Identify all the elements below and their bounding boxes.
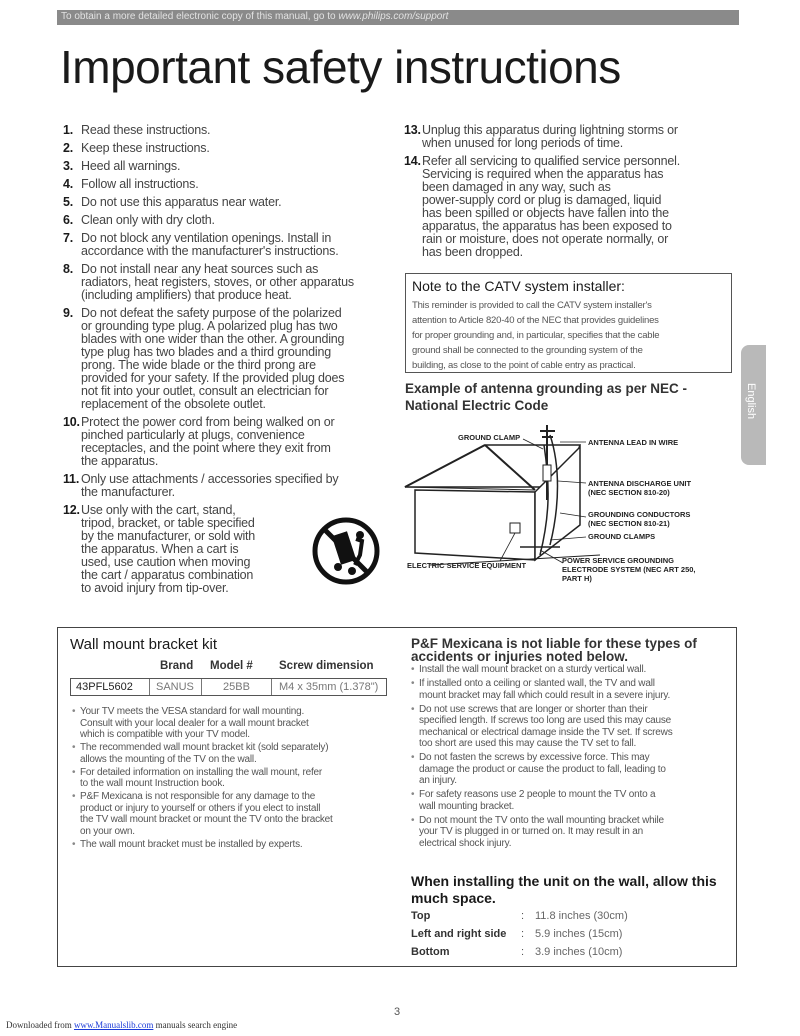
language-side-tab[interactable]	[741, 345, 766, 465]
bullet-line: • The wall mount bracket must be installed by experts.	[72, 838, 303, 850]
item-text: the apparatus.	[81, 454, 159, 468]
safety-item	[63, 504, 255, 595]
catv-title: Note to the CATV system installer:	[412, 278, 625, 294]
item-number: 6.	[63, 213, 74, 227]
item-number: 2.	[63, 141, 74, 155]
item-text: power-supply cord or plug is damaged, liquid	[422, 193, 662, 207]
item-text: Unplug this apparatus during lightning storms or	[422, 123, 678, 137]
item-text: Clean only with dry cloth.	[81, 213, 215, 227]
item-text: receptacles, and the point where they exit from	[81, 441, 331, 455]
item-number: 1.	[63, 123, 74, 137]
item-number: 8.	[63, 262, 74, 276]
bullet-line: • Do not fasten the screws by excessive force. This may	[411, 752, 650, 763]
item-text: tripod, bracket, or table specified	[81, 516, 255, 530]
safety-item	[63, 142, 210, 155]
item-text: Refer all servicing to qualified service personnel.	[422, 154, 680, 168]
label-electric-service: ELECTRIC SERVICE EQUIPMENT	[407, 561, 527, 570]
cell-brand: SANUS	[156, 681, 194, 693]
item-text: Heed all warnings.	[81, 159, 181, 173]
label-ground-clamp: GROUND CLAMP	[458, 433, 521, 442]
bullet-line: electrical shock injury.	[419, 837, 512, 849]
bullet-line: the TV wall mount bracket or mount the TV onto the bracket	[80, 814, 333, 825]
item-number: 12.	[63, 503, 80, 517]
bullet-line: too short are used this may cause the TV set to fall.	[419, 738, 637, 749]
wall-mount-table-row	[70, 678, 387, 696]
wall-mount-title: Wall mount bracket kit	[70, 636, 217, 653]
language-tab-label: English	[745, 383, 757, 420]
space-value: 3.9 inches (10cm)	[535, 946, 623, 958]
label-power-service: POWER SERVICE GROUNDING ELECTRODE SYSTEM (NEC ART 250, PART H)	[562, 556, 696, 583]
item-number: 13.	[404, 123, 421, 137]
download-footer: Downloaded from www.Manualslib.com manuals search engine	[6, 1020, 238, 1030]
item-text: apparatus, the apparatus has been exposed to	[422, 219, 672, 233]
item-text: replacement of the obsolete outlet.	[81, 397, 266, 411]
pf-liability-title	[411, 637, 697, 663]
space-label: Bottom	[411, 946, 450, 958]
bullet-line: Consult with your local dealer for a wall mount bracket	[80, 717, 309, 729]
antenna-grounding-title	[405, 380, 687, 414]
item-text: rain or moisture, does not operate normally, or	[422, 232, 669, 246]
catv-line: This reminder is provided to call the CATV system installer's	[412, 300, 652, 311]
label-lead-in: ANTENNA LEAD IN WIRE	[588, 438, 679, 447]
item-text: pinched particularly at plugs, convenience	[81, 428, 305, 442]
item-text: has been spilled or objects have fallen into the	[422, 206, 669, 220]
pf-title-line-1: P&F Mexicana is not liable for these types of	[411, 636, 697, 651]
banner-text: To obtain a more detailed electronic copy of this manual, go to www.philips.com/support	[61, 11, 449, 22]
label-ground-clamps: GROUND CLAMPS	[588, 532, 656, 541]
safety-item	[63, 214, 215, 227]
item-text: has been dropped.	[422, 245, 523, 259]
bullet-line: • For detailed information on installing the wall mount, refer	[72, 766, 323, 778]
item-text: prong. The wide blade or the third prong are	[81, 358, 316, 372]
support-link[interactable]: www.philips.com/support	[338, 11, 449, 22]
item-text: type plug has two blades and a third grounding	[81, 345, 332, 359]
manualslib-link[interactable]: www.Manualslib.com	[73, 1020, 154, 1030]
house-diagram-icon	[400, 425, 745, 615]
page-title: Important safety instructions	[60, 41, 621, 93]
space-title-line-1: When installing the unit on the wall, allow this	[411, 873, 717, 889]
bullet-line: • For safety reasons use 2 people to mount the TV onto a	[411, 789, 656, 800]
space-label: Top	[411, 910, 431, 922]
item-number: 3.	[63, 159, 74, 173]
safety-item	[63, 160, 180, 173]
item-number: 9.	[63, 306, 74, 320]
space-row-sides: Left and right side : 5.9 inches (15cm)	[411, 928, 623, 940]
safety-item	[63, 416, 334, 468]
item-text: Do not defeat the safety purpose of the polarized	[81, 306, 342, 320]
item-text: by the manufacturer, or sold with	[81, 529, 256, 543]
header-brand: Brand	[160, 660, 194, 672]
catv-line: ground shall be connected to the grounding system of the	[412, 345, 643, 356]
bullet-line: • If installed onto a ceiling or slanted wall, the TV and wall	[411, 678, 655, 689]
safety-item	[63, 196, 281, 209]
item-number: 7.	[63, 231, 74, 245]
top-banner	[57, 10, 739, 25]
antenna-grounding-diagram	[400, 425, 745, 615]
safety-item	[63, 232, 339, 258]
item-text: Servicing is required when the apparatus has	[422, 167, 664, 181]
bullet-line: which is compatible with your TV model.	[80, 729, 250, 740]
catv-note-box	[405, 273, 732, 373]
item-text: not fit into your outlet, consult an electrician for	[81, 384, 329, 398]
item-text: Only use attachments / accessories specified by	[81, 472, 339, 486]
item-text: provided for your safety. If the provided plug does	[81, 371, 345, 385]
bullet-line: your TV is plugged in or turned on. It may result in an	[419, 826, 643, 837]
bullet-line: • Your TV meets the VESA standard for wall mounting.	[72, 706, 305, 717]
item-text: or grounding type plug. A polarized plug has two	[81, 319, 338, 333]
item-text: to avoid injury from tip-over.	[81, 581, 229, 595]
bullet-line: • Install the wall mount bracket on a sturdy vertical wall.	[411, 664, 647, 675]
item-text: (including amplifiers) that produce heat.	[81, 288, 292, 302]
space-row-bottom: Bottom : 3.9 inches (10cm)	[411, 946, 623, 958]
bullet-line: product or injury to yourself or others if you elect to install	[80, 802, 321, 814]
bullet-line: an injury.	[419, 775, 457, 786]
item-text: been damaged in any way, such as	[422, 180, 611, 194]
label-discharge-unit: ANTENNA DISCHARGE UNIT (NEC SECTION 810-20)	[588, 479, 692, 497]
item-text: when unused for long periods of time.	[422, 136, 624, 150]
item-text: Read these instructions.	[81, 123, 211, 137]
bullet-line: on your own.	[80, 825, 135, 837]
catv-line: attention to Article 820-40 of the NEC that provides guidelines	[412, 315, 659, 326]
antenna-title-line-1: Example of antenna grounding as per NEC -	[405, 381, 688, 396]
item-number: 14.	[404, 154, 421, 168]
safety-item	[63, 263, 354, 302]
header-screw: Screw dimension	[279, 660, 374, 672]
bullet-line: wall mounting bracket.	[419, 800, 515, 812]
bullet-line: to the wall mount Instruction book.	[80, 778, 225, 789]
bullet-line: mechanical or electrical damage inside the TV set. If screws	[419, 726, 673, 738]
wall-space-title	[411, 873, 717, 907]
safety-item	[404, 124, 678, 150]
item-text: the apparatus. When a cart is	[81, 542, 239, 556]
bullet-line: allows the mounting of the TV on the wall.	[80, 753, 257, 765]
item-text: Follow all instructions.	[81, 177, 199, 191]
item-text: Do not use this apparatus near water.	[81, 195, 282, 209]
item-number: 11.	[63, 472, 80, 486]
item-text: used, use caution when moving	[81, 555, 251, 569]
item-text: Use only with the cart, stand,	[81, 503, 236, 517]
item-number: 4.	[63, 177, 74, 191]
cell-model: 25BB	[223, 681, 250, 693]
bullet-line: • Do not use screws that are longer or shorter than their	[411, 703, 648, 715]
cart-tipover-warning-icon	[312, 517, 380, 585]
item-number: 5.	[63, 195, 74, 209]
cell-screw: M4 x 35mm (1.378")	[279, 681, 379, 693]
item-text: blades with one wider than the other. A grounding	[81, 332, 345, 346]
bullet-line: specified length. If screws too long are used this may cause	[419, 715, 672, 726]
item-text: Protect the power cord from being walked on or	[81, 415, 335, 429]
page-number: 3	[394, 1006, 401, 1018]
antenna-title-line-2: National Electric Code	[405, 398, 549, 413]
space-row-top: Top : 11.8 inches (30cm)	[411, 910, 628, 922]
safety-item	[63, 178, 198, 191]
item-text: the cart / apparatus combination	[81, 568, 254, 582]
space-title-line-2: much space.	[411, 890, 496, 906]
safety-item	[63, 473, 338, 499]
bullet-line: • The recommended wall mount bracket kit (sold separately)	[72, 742, 329, 753]
safety-item	[63, 124, 210, 137]
item-text: radiators, heat registers, stoves, or other apparatus	[81, 275, 354, 289]
catv-line: building, as close to the point of cable entry as practical.	[412, 360, 636, 371]
item-text: Do not install near any heat sources such as	[81, 262, 319, 276]
bullet-line: • Do not mount the TV onto the wall mounting bracket while	[411, 814, 664, 826]
item-number: 10.	[63, 415, 80, 429]
catv-line: for proper grounding and, in particular, specifies that the cable	[412, 330, 660, 341]
space-value: 11.8 inches (30cm)	[535, 910, 628, 922]
item-text: Keep these instructions.	[81, 141, 210, 155]
cell-model-name: 43PFL5602	[76, 681, 133, 693]
bullet-line: mount bracket may fall which could result in a severe injury.	[419, 689, 671, 701]
safety-item	[63, 307, 344, 411]
item-text: Do not block any ventilation openings. Install in	[81, 231, 332, 245]
space-label: Left and right side	[411, 928, 507, 940]
space-value: 5.9 inches (15cm)	[535, 928, 623, 940]
item-text: the manufacturer.	[81, 485, 175, 499]
bullet-line: damage the product or cause the product to fall, leading to	[419, 763, 666, 775]
label-grounding-conductors: GROUNDING CONDUCTORS (NEC SECTION 810-21)	[588, 510, 691, 528]
item-text: accordance with the manufacturer's instructions.	[81, 244, 339, 258]
header-model: Model #	[210, 660, 253, 672]
pf-title-line-2: accidents or injuries noted below.	[411, 649, 629, 664]
bullet-line: • P&F Mexicana is not responsible for any damage to the	[72, 791, 316, 802]
safety-item	[404, 155, 680, 259]
